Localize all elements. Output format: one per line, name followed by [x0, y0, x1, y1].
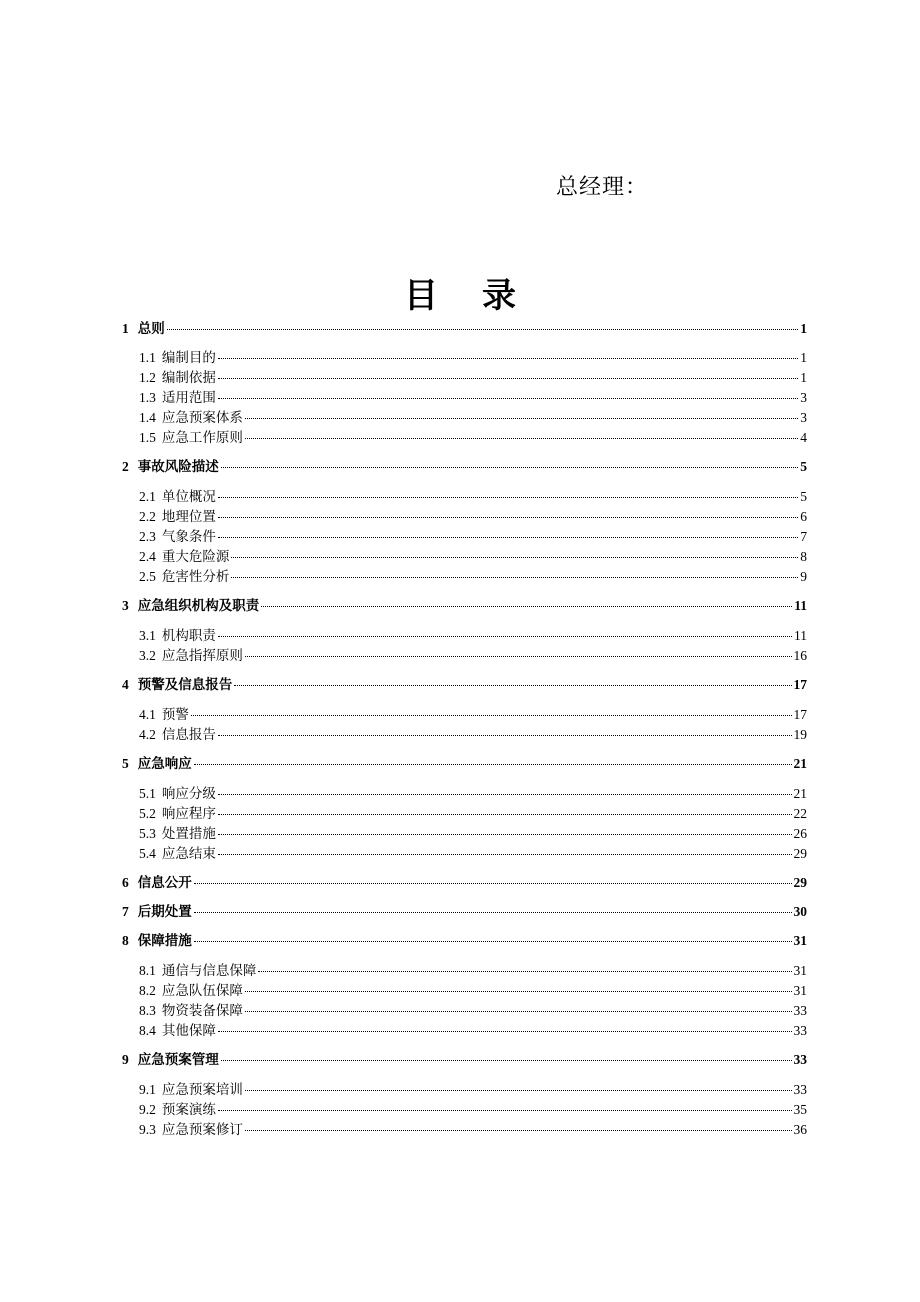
toc-entry-page: 21 — [793, 786, 807, 801]
toc-section-entry[interactable] — [139, 1102, 807, 1118]
toc-entry-title: 处置措施 — [161, 826, 216, 841]
toc-entry-number: 8.4 — [139, 1023, 156, 1038]
toc-dot-leader — [218, 537, 798, 538]
toc-entry-page: 30 — [793, 904, 807, 919]
toc-entry-number: 5 — [122, 756, 129, 771]
toc-entry-title: 编制目的 — [161, 350, 216, 365]
toc-entry-title: 应急组织机构及职责 — [137, 598, 260, 613]
toc-entry-title: 响应程序 — [161, 806, 216, 821]
toc-dot-leader — [191, 715, 792, 716]
toc-entry-title: 预警 — [161, 707, 189, 722]
toc-entry-title: 应急响应 — [137, 756, 192, 771]
toc-dot-leader — [218, 834, 792, 835]
toc-dot-leader — [231, 557, 798, 558]
toc-section-entry[interactable] — [139, 370, 807, 386]
toc-entry-page: 29 — [793, 846, 807, 861]
toc-entry-number: 9.3 — [139, 1122, 156, 1137]
toc-entry-number: 5.3 — [139, 826, 156, 841]
toc-entry-title: 应急预案管理 — [137, 1052, 219, 1067]
toc-dot-leader — [194, 883, 792, 884]
toc-dot-leader — [218, 636, 792, 637]
toc-chapter-entry[interactable] — [122, 933, 807, 949]
toc-entry-title: 预警及信息报告 — [137, 677, 233, 692]
toc-section-entry[interactable] — [139, 1023, 807, 1039]
toc-section-entry[interactable] — [139, 1003, 807, 1019]
toc-entry-title: 重大危险源 — [161, 549, 230, 564]
toc-entry-title: 保障措施 — [137, 933, 192, 948]
toc-entry-page: 3 — [800, 390, 807, 405]
toc-entry-number: 1.5 — [139, 430, 156, 445]
toc-dot-leader — [258, 971, 791, 972]
toc-entry-page: 31 — [793, 933, 807, 948]
toc-entry-number: 3.1 — [139, 628, 156, 643]
toc-entry-number: 1 — [122, 321, 129, 336]
toc-entry-number: 2.5 — [139, 569, 156, 584]
toc-entry-title: 应急预案体系 — [161, 410, 243, 425]
toc-dot-leader — [221, 1060, 792, 1061]
toc-chapter-entry[interactable] — [122, 1052, 807, 1068]
toc-dot-leader — [245, 438, 798, 439]
toc-entry-title: 编制依据 — [161, 370, 216, 385]
toc-entry-page: 33 — [793, 1003, 807, 1018]
toc-entry-page: 17 — [793, 707, 807, 722]
toc-entry-number: 5.4 — [139, 846, 156, 861]
toc-entry-number: 3 — [122, 598, 129, 613]
toc-entry-number: 8.1 — [139, 963, 156, 978]
toc-heading: 目录 — [404, 276, 560, 316]
toc-entry-title: 适用范围 — [161, 390, 216, 405]
toc-entry-number: 6 — [122, 875, 129, 890]
toc-entry-number: 4.1 — [139, 707, 156, 722]
toc-section-entry[interactable] — [139, 707, 807, 723]
toc-dot-leader — [194, 941, 792, 942]
toc-entry-number: 4.2 — [139, 727, 156, 742]
toc-dot-leader — [218, 794, 792, 795]
toc-entry-title: 机构职责 — [161, 628, 216, 643]
toc-section-entry[interactable] — [139, 569, 807, 585]
toc-entry-title: 事故风险描述 — [137, 459, 219, 474]
toc-entry-number: 2 — [122, 459, 129, 474]
toc-dot-leader — [218, 517, 798, 518]
toc-entry-page: 36 — [793, 1122, 807, 1137]
toc-entry-title: 信息公开 — [137, 875, 192, 890]
toc-entry-title: 危害性分析 — [161, 569, 230, 584]
toc-section-entry[interactable] — [139, 826, 807, 842]
toc-entry-page: 3 — [800, 410, 807, 425]
toc-entry-number: 5.2 — [139, 806, 156, 821]
toc-chapter-entry[interactable] — [122, 598, 807, 614]
toc-dot-leader — [245, 418, 798, 419]
toc-entry-title: 信息报告 — [161, 727, 216, 742]
toc-dot-leader — [194, 912, 792, 913]
toc-dot-leader — [245, 991, 792, 992]
toc-entry-number: 5.1 — [139, 786, 156, 801]
toc-section-entry[interactable] — [139, 549, 807, 565]
toc-entry-number: 8.2 — [139, 983, 156, 998]
toc-entry-page: 19 — [793, 727, 807, 742]
toc-dot-leader — [218, 854, 792, 855]
toc-section-entry[interactable] — [139, 648, 807, 664]
toc-section-entry[interactable] — [139, 410, 807, 426]
toc-entry-page: 29 — [793, 875, 807, 890]
toc-entry-number: 2.4 — [139, 549, 156, 564]
toc-dot-leader — [218, 1110, 792, 1111]
toc-entry-title: 应急预案培训 — [161, 1082, 243, 1097]
toc-entry-page: 11 — [794, 598, 807, 613]
toc-entry-title: 气象条件 — [161, 529, 216, 544]
toc-dot-leader — [245, 1130, 792, 1131]
toc-entry-number: 1.2 — [139, 370, 156, 385]
toc-dot-leader — [218, 398, 798, 399]
toc-entry-title: 其他保障 — [161, 1023, 216, 1038]
toc-entry-page: 35 — [793, 1102, 807, 1117]
toc-entry-page: 33 — [793, 1082, 807, 1097]
toc-entry-page: 16 — [793, 648, 807, 663]
toc-dot-leader — [261, 606, 792, 607]
toc-entry-title: 预案演练 — [161, 1102, 216, 1117]
toc-entry-title: 单位概况 — [161, 489, 216, 504]
signature-label: 总经理： — [556, 175, 649, 200]
toc-entry-number: 1.1 — [139, 350, 156, 365]
toc-dot-leader — [218, 497, 798, 498]
toc-entry-title: 物资装备保障 — [161, 1003, 243, 1018]
toc-entry-page: 4 — [800, 430, 807, 445]
toc-entry-number: 3.2 — [139, 648, 156, 663]
toc-entry-number: 1.3 — [139, 390, 156, 405]
toc-chapter-entry[interactable] — [122, 756, 807, 772]
toc-entry-page: 31 — [793, 983, 807, 998]
toc-section-entry[interactable] — [139, 430, 807, 446]
toc-section-entry[interactable] — [139, 786, 807, 802]
toc-entry-page: 33 — [793, 1023, 807, 1038]
toc-entry-title: 应急队伍保障 — [161, 983, 243, 998]
toc-entry-page: 26 — [793, 826, 807, 841]
toc-entry-title: 应急预案修订 — [161, 1122, 243, 1137]
toc-entry-title: 通信与信息保障 — [161, 963, 257, 978]
toc-dot-leader — [234, 685, 791, 686]
toc-entry-page: 1 — [800, 350, 807, 365]
toc-entry-page: 22 — [793, 806, 807, 821]
toc-entry-page: 7 — [800, 529, 807, 544]
toc-entry-title: 应急指挥原则 — [161, 648, 243, 663]
toc-entry-number: 9.2 — [139, 1102, 156, 1117]
toc-entry-page: 9 — [800, 569, 807, 584]
toc-entry-title: 应急结束 — [161, 846, 216, 861]
toc-section-entry[interactable] — [139, 350, 807, 366]
toc-dot-leader — [218, 814, 792, 815]
toc-section-entry[interactable] — [139, 1122, 807, 1138]
toc-entry-page: 5 — [800, 459, 807, 474]
toc-dot-leader — [218, 378, 798, 379]
toc-entry-title: 响应分级 — [161, 786, 216, 801]
toc-section-entry[interactable] — [139, 846, 807, 862]
toc-entry-page: 17 — [793, 677, 807, 692]
toc-entry-number: 2.2 — [139, 509, 156, 524]
toc-chapter-entry[interactable] — [122, 321, 807, 337]
toc-entry-number: 4 — [122, 677, 129, 692]
toc-section-entry[interactable] — [139, 806, 807, 822]
toc-dot-leader — [245, 1090, 792, 1091]
toc-entry-number: 2.3 — [139, 529, 156, 544]
toc-chapter-entry[interactable] — [122, 875, 807, 891]
toc-section-entry[interactable] — [139, 489, 807, 505]
toc-entry-page: 21 — [793, 756, 807, 771]
toc-entry-page: 1 — [800, 321, 807, 336]
toc-dot-leader — [167, 329, 799, 330]
toc-entry-number: 2.1 — [139, 489, 156, 504]
toc-section-entry[interactable] — [139, 509, 807, 525]
toc-dot-leader — [194, 764, 792, 765]
toc-entry-page: 8 — [800, 549, 807, 564]
toc-section-entry[interactable] — [139, 1082, 807, 1098]
toc-dot-leader — [221, 467, 799, 468]
toc-chapter-entry[interactable] — [122, 677, 807, 693]
toc-section-entry[interactable] — [139, 727, 807, 743]
toc-entry-title: 地理位置 — [161, 509, 216, 524]
toc-dot-leader — [218, 358, 798, 359]
toc-entry-number: 7 — [122, 904, 129, 919]
toc-entry-number: 8 — [122, 933, 129, 948]
toc-section-entry[interactable] — [139, 963, 807, 979]
toc-section-entry[interactable] — [139, 628, 807, 644]
toc-entry-page: 33 — [793, 1052, 807, 1067]
toc-entry-page: 6 — [800, 509, 807, 524]
toc-entry-number: 9 — [122, 1052, 129, 1067]
toc-entry-number: 1.4 — [139, 410, 156, 425]
toc-entry-number: 8.3 — [139, 1003, 156, 1018]
toc-entry-page: 1 — [800, 370, 807, 385]
toc-dot-leader — [231, 577, 798, 578]
toc-chapter-entry[interactable] — [122, 904, 807, 920]
toc-entry-title: 总则 — [137, 321, 165, 336]
toc-entry-number: 9.1 — [139, 1082, 156, 1097]
toc-chapter-entry[interactable] — [122, 459, 807, 475]
toc-dot-leader — [218, 735, 792, 736]
toc-dot-leader — [245, 1011, 792, 1012]
toc-dot-leader — [245, 656, 792, 657]
toc-section-entry[interactable] — [139, 529, 807, 545]
toc-section-entry[interactable] — [139, 983, 807, 999]
toc-section-entry[interactable] — [139, 390, 807, 406]
toc-entry-title: 后期处置 — [137, 904, 192, 919]
toc-entry-title: 应急工作原则 — [161, 430, 243, 445]
toc-dot-leader — [218, 1031, 792, 1032]
toc-entry-page: 31 — [793, 963, 807, 978]
toc-entry-page: 5 — [800, 489, 807, 504]
toc-entry-page: 11 — [794, 628, 807, 643]
